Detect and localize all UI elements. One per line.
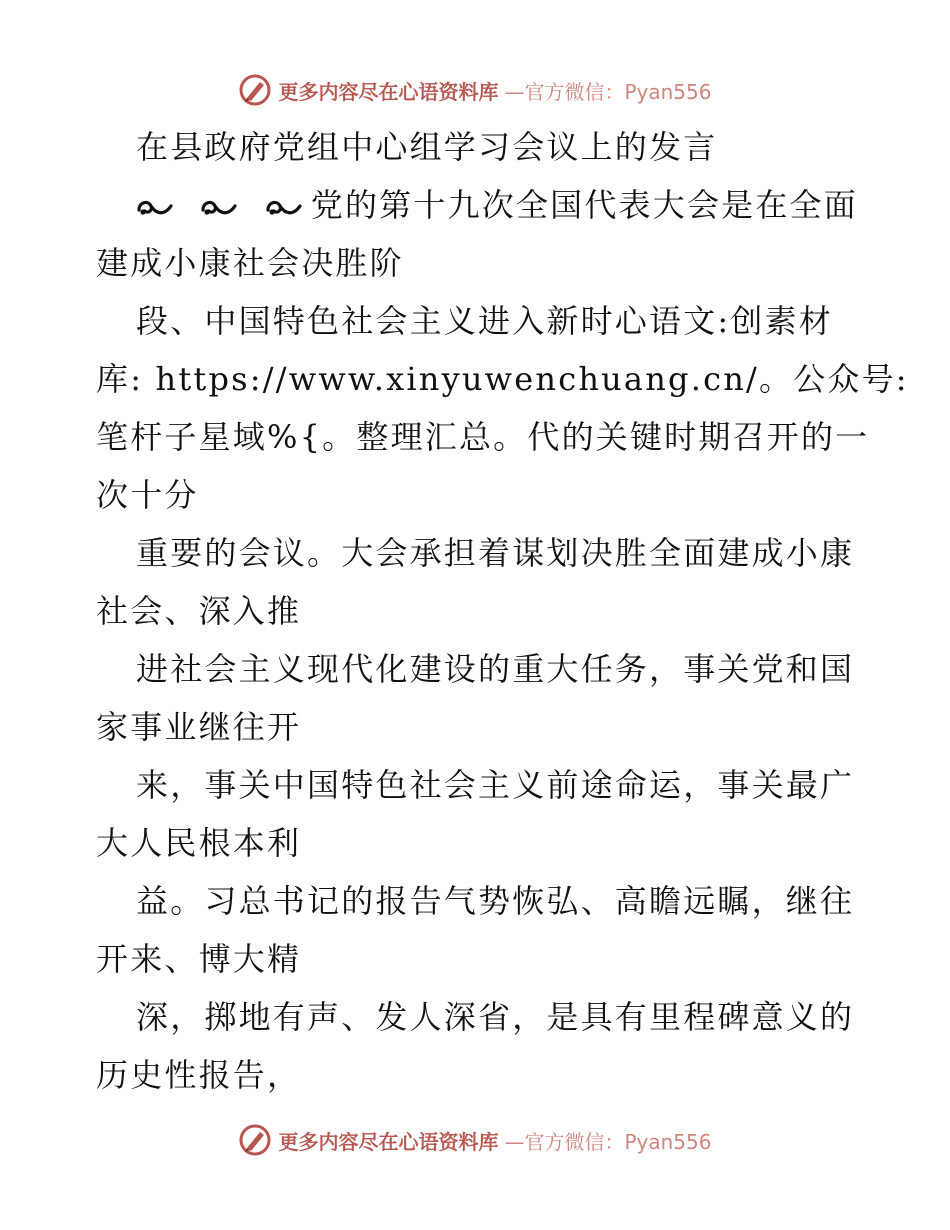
paragraph-line: 家事业继往开 [96,708,302,746]
paragraph-line: 段、中国特色社会主义进入新时心语文:创素材 [136,302,833,340]
flourish-ornament-icon [200,196,238,218]
paragraph-text: 党的第十九次全国代表大会是在全面 [310,186,858,224]
footer-contact-text: —官方微信：Pyan556 [504,1129,712,1154]
flourish-ornament-icon [265,196,303,218]
paragraph-line: 深，掷地有声、发人深省，是具有里程碑意义的 [136,998,855,1036]
paragraph-line: 益。习总书记的报告气势恢弘、高瞻远瞩，继往 [136,882,855,920]
footer-watermark [0,1120,950,1160]
pen-logo-icon [238,1123,272,1157]
paragraph-line: 历史性报告， [96,1056,302,1094]
header-watermark [0,70,950,110]
paragraph-line: 社会、深入推 [96,592,302,630]
paragraph-line: 次十分 [96,476,199,514]
paragraph-line: 大人民根本利 [96,824,302,862]
footer-brand-text: 更多内容尽在心语资料库 [278,1129,499,1154]
header-brand-text: 更多内容尽在心语资料库 [278,79,499,104]
document-body [96,118,909,1104]
document-title: 在县政府党组中心组学习会议上的发言 [136,128,718,166]
pen-logo-icon [238,73,272,107]
flourish-ornament-icon [136,196,174,218]
paragraph-line: 开来、博大精 [96,940,302,978]
paragraph-line: 库: https://www.xinyuwenchuang.cn/。公众号: [96,360,909,398]
paragraph-line: 建成小康社会决胜阶 [96,244,404,282]
header-contact-text: —官方微信：Pyan556 [504,79,712,104]
paragraph-line: 笔杆子星域%{。整理汇总。代的关键时期召开的一 [96,418,870,456]
document-line-first [96,176,856,234]
paragraph-line: 重要的会议。大会承担着谋划决胜全面建成小康 [136,534,855,572]
paragraph-line: 进社会主义现代化建设的重大任务，事关党和国 [136,650,855,688]
paragraph-line: 来，事关中国特色社会主义前途命运，事关最广 [136,766,855,804]
